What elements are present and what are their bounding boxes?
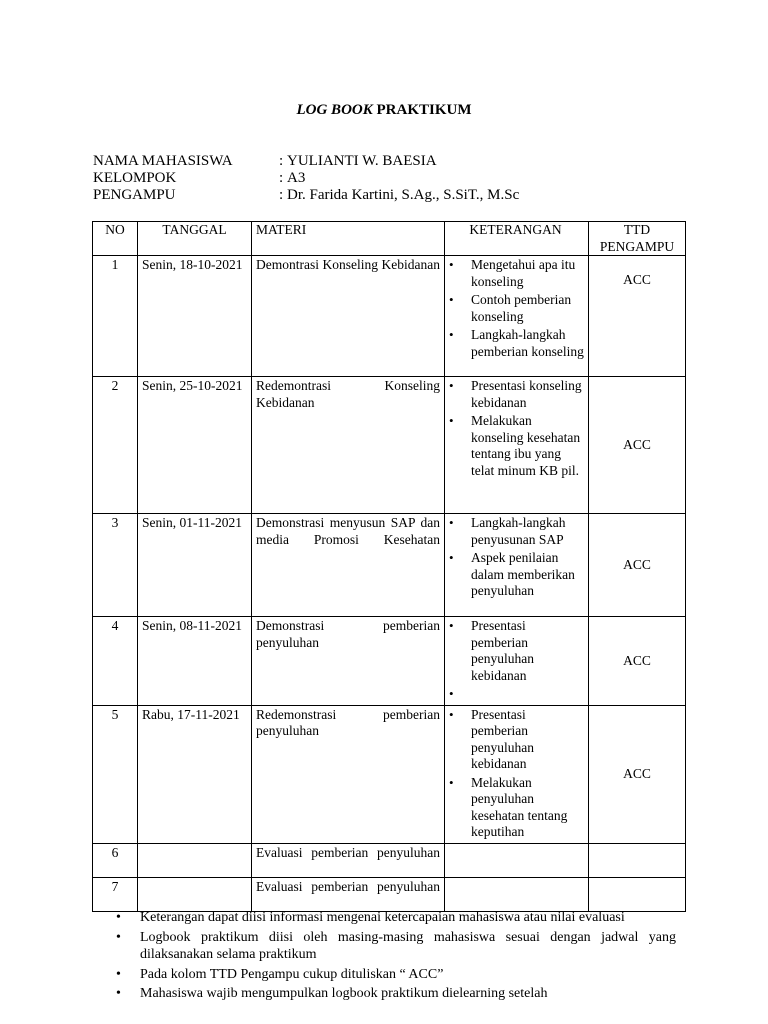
header-tanggal: TANGGAL bbox=[138, 222, 252, 256]
page-title bbox=[0, 102, 768, 119]
list-item: • Presentasi konseling kebidanan bbox=[447, 378, 584, 411]
cell-no: 3 bbox=[93, 514, 138, 617]
cell-keterangan bbox=[445, 377, 589, 514]
cell-tanggal: Senin, 25-10-2021 bbox=[138, 377, 252, 514]
info-row-group bbox=[93, 170, 693, 187]
cell-ttd bbox=[589, 877, 686, 911]
list-item: • Langkah-langkah pemberian konseling bbox=[447, 327, 584, 360]
cell-no: 2 bbox=[93, 377, 138, 514]
student-info bbox=[93, 153, 693, 204]
info-colon: : bbox=[279, 153, 284, 169]
table-row bbox=[93, 617, 686, 706]
info-colon: : bbox=[279, 187, 284, 203]
note-item: • Logbook praktikum diisi oleh masing-masing mahasiswa sesuai dengan jadwal yang dilaksanakan selama praktikum bbox=[116, 929, 676, 964]
list-item: • Contoh pemberian konseling bbox=[447, 292, 584, 325]
cell-no: 4 bbox=[93, 617, 138, 706]
materi-text: Demonstrasi menyusun SAP dan media Promosi Kesehatan bbox=[256, 515, 440, 547]
cell-keterangan bbox=[445, 256, 589, 377]
cell-ttd: ACC bbox=[589, 256, 686, 377]
cell-materi bbox=[252, 843, 445, 877]
cell-ttd: ACC bbox=[589, 617, 686, 706]
info-value: Dr. Farida Kartini, S.Ag., S.SiT., M.Sc bbox=[287, 187, 520, 203]
table-row bbox=[93, 514, 686, 617]
table-row bbox=[93, 377, 686, 514]
list-item: • Langkah-langkah penyusunan SAP bbox=[447, 515, 584, 548]
list-item: • Aspek penilaian dalam memberikan penyuluhan bbox=[447, 550, 584, 600]
cell-no: 6 bbox=[93, 843, 138, 877]
cell-no: 5 bbox=[93, 705, 138, 843]
materi-text: Demonstrasi pemberian penyuluhan bbox=[256, 618, 440, 650]
cell-materi bbox=[252, 514, 445, 617]
info-label: PENGAMPU bbox=[93, 187, 176, 203]
cell-materi bbox=[252, 705, 445, 843]
list-item: • Presentasi pemberian penyuluhan kebidanan bbox=[447, 618, 584, 684]
list-item: • Melakukan konseling kesehatan tentang ibu yang telat minum KB pil. bbox=[447, 413, 584, 479]
materi-text: Redemontrasi Konseling Kebidanan bbox=[256, 378, 440, 410]
cell-no: 1 bbox=[93, 256, 138, 377]
info-colon: : bbox=[279, 170, 284, 186]
materi-text: Demontrasi Konseling Kebidanan bbox=[256, 257, 440, 272]
info-value: YULIANTI W. BAESIA bbox=[287, 153, 437, 169]
note-item: • Pada kolom TTD Pengampu cukup dituliskan “ ACC” bbox=[116, 966, 676, 984]
cell-materi bbox=[252, 377, 445, 514]
table-row bbox=[93, 705, 686, 843]
cell-tanggal bbox=[138, 877, 252, 911]
cell-keterangan bbox=[445, 843, 589, 877]
info-label: KELOMPOK bbox=[93, 170, 177, 186]
notes-list bbox=[116, 909, 676, 1005]
keterangan-list bbox=[447, 618, 584, 703]
cell-no: 7 bbox=[93, 877, 138, 911]
keterangan-list bbox=[447, 378, 584, 479]
cell-tanggal bbox=[138, 843, 252, 877]
list-item: • Mengetahui apa itu konseling bbox=[447, 257, 584, 290]
cell-keterangan bbox=[445, 877, 589, 911]
cell-tanggal: Senin, 18-10-2021 bbox=[138, 256, 252, 377]
title-rest: PRAKTIKUM bbox=[372, 102, 472, 118]
table-row bbox=[93, 256, 686, 377]
header-ttd: TTD PENGAMPU bbox=[589, 222, 686, 256]
cell-tanggal: Senin, 08-11-2021 bbox=[138, 617, 252, 706]
cell-tanggal: Senin, 01-11-2021 bbox=[138, 514, 252, 617]
materi-text: Evaluasi pemberian penyuluhan bbox=[256, 844, 440, 860]
cell-ttd: ACC bbox=[589, 377, 686, 514]
note-item: • Keterangan dapat diisi informasi mengenai ketercapaian mahasiswa atau nilai evaluasi bbox=[116, 909, 676, 927]
logbook-table bbox=[92, 221, 686, 912]
cell-keterangan bbox=[445, 705, 589, 843]
header-no: NO bbox=[93, 222, 138, 256]
cell-keterangan bbox=[445, 514, 589, 617]
list-item: • Presentasi pemberian penyuluhan kebidanan bbox=[447, 707, 584, 773]
cell-keterangan bbox=[445, 617, 589, 706]
cell-materi bbox=[252, 617, 445, 706]
header-materi: MATERI bbox=[252, 222, 445, 256]
cell-materi bbox=[252, 256, 445, 377]
table-row bbox=[93, 877, 686, 911]
list-item bbox=[447, 686, 584, 703]
list-item: • Melakukan penyuluhan kesehatan tentang keputihan bbox=[447, 775, 584, 841]
table-header-row bbox=[93, 222, 686, 256]
note-item: • Mahasiswa wajib mengumpulkan logbook praktikum dielearning setelah bbox=[116, 985, 676, 1003]
keterangan-list bbox=[447, 257, 584, 360]
cell-ttd: ACC bbox=[589, 514, 686, 617]
cell-ttd: ACC bbox=[589, 705, 686, 843]
cell-materi bbox=[252, 877, 445, 911]
keterangan-list bbox=[447, 707, 584, 841]
info-value: A3 bbox=[287, 170, 306, 186]
title-italic: LOG BOOK bbox=[296, 102, 373, 118]
header-keterangan: KETERANGAN bbox=[445, 222, 589, 256]
materi-text: Evaluasi pemberian penyuluhan bbox=[256, 878, 440, 894]
cell-tanggal: Rabu, 17-11-2021 bbox=[138, 705, 252, 843]
info-row-supervisor bbox=[93, 187, 693, 204]
info-row-name bbox=[93, 153, 693, 170]
keterangan-list bbox=[447, 515, 584, 600]
materi-text: Redemonstrasi pemberian penyuluhan bbox=[256, 706, 440, 738]
table-row bbox=[93, 843, 686, 877]
info-label: NAMA MAHASISWA bbox=[93, 153, 233, 169]
cell-ttd bbox=[589, 843, 686, 877]
